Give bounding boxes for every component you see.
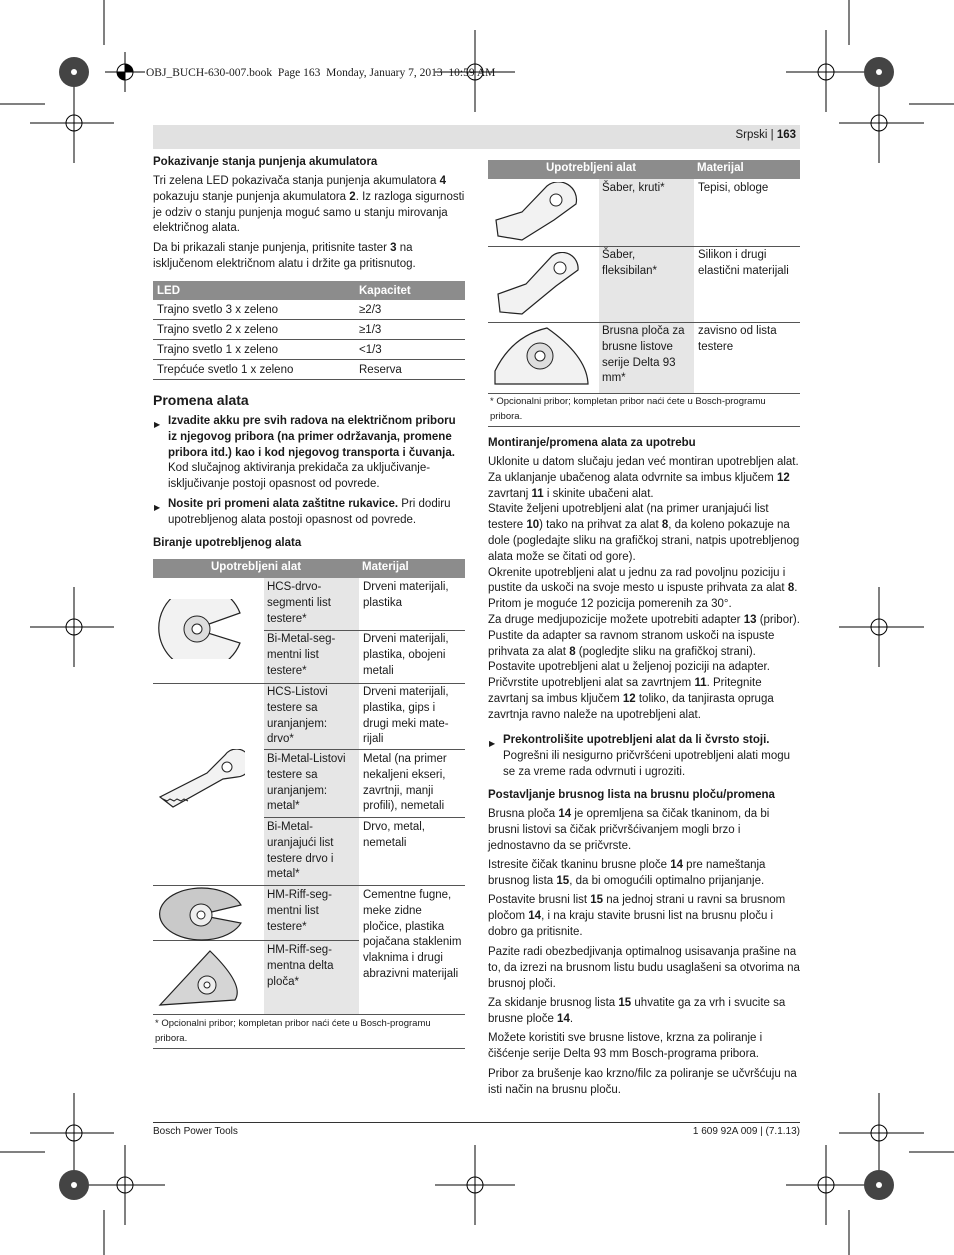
running-header <box>690 129 796 141</box>
file-info-line: OBJ_BUCH-630-007.book Page 163 Monday, January 7, 2013 10:59 AM <box>146 67 496 79</box>
tool-material: Drveni materijali, plastika, obojeni metali <box>363 633 449 677</box>
segment-saw-blade-wood-icon <box>155 599 245 659</box>
led-state-cell: Trajno svetlo 2 x zeleno <box>153 320 355 340</box>
sanding-paragraph-1: Brusna ploča 14 je opremljena sa čičak tkaninom, da bi brusni listovi sa čičak pričvršćivanjem mogli brzo i jednostavno da se pričvrste. <box>488 808 770 852</box>
tool-column-header: Upotrebljeni alat <box>211 561 302 573</box>
led-column-header: LED <box>153 281 355 300</box>
tool-column-header: Upotrebljeni alat <box>546 162 637 174</box>
tool-table-left-header <box>153 559 465 578</box>
sanding-paragraph-4: Pazite radi obezbedjivanja optimalnog usisavanja prašine na to, da izrezi na brusnom listu budu usaglašeni sa otvorima na brusnoj ploči. <box>488 946 800 990</box>
capacity-cell: ≥1/3 <box>355 320 465 340</box>
capacity-cell: Reserva <box>355 360 465 380</box>
tool-name: HCS-Listovi testere sa uranjanjem: drvo* <box>267 686 328 746</box>
gloves-warning: ▶ Nosite pri promeni alata zaštitne rukavice. Pri dodiru upotrebljenog alata postoji opasnost od povrede. <box>168 497 465 529</box>
left-footnote: * Opcionalni pribor; kompletan pribor naći ćete u Bosch-programu pribora. <box>155 1018 431 1044</box>
battery-paragraph-2: Da bi prikazali stanje punjenja, pritisnite taster 3 na isključenom električnom alatu i držite ga pritisnutog. <box>153 242 416 270</box>
tool-material: zavisno od lista testere <box>698 325 777 353</box>
sanding-sheet-heading: Postavljanje brusnog lista na brusnu ploču/promena <box>488 789 775 801</box>
led-state-cell: Trajno svetlo 1 x zeleno <box>153 340 355 360</box>
battery-paragraph-1: Tri zelena LED pokazivača stanja punjenja akumulatora 4 pokazuju stanje punjenja akumulatora 2. Iz razloga sigurnosti je odziv o stanju punjenja moguć samo u stanju mirovanja električnog alata. <box>153 175 465 235</box>
tool-table-right-header <box>488 160 800 179</box>
carbide-segment-blade-icon <box>155 887 245 942</box>
tool-material: Drvo, metal, nemetali <box>363 821 425 849</box>
battery-heading: Pokazivanje stanja punjenja akumulatora <box>153 156 378 168</box>
tool-name: Šaber, kruti* <box>602 182 665 194</box>
tool-name: HM-Riff-seg-mentni list testere* <box>267 889 332 933</box>
mounting-paragraph: Uklonite u datom slučaju jedan već montiran upotrebljen alat. Za uklanjanje ubačenog alata odvrnite sa imbus ključem 12 zavrtanj 11 i skinite ubačeni alat. Stavite željeni upotrebljeni alat (na primer uranjajući list testere 10) tako na prihvat za alat 8, da koleno pokazuje na dole (pogledajte sliku na grafičkoj strani, natpis upotrebljenog alata može se čitati od gore). Okrenite upotrebljeni alat u jednu za rad povoljnu poziciju i pustite da uskoči na svoje mesto u ispuste prihvata za alat 8. Pritom je moguće 12 pozicija pomerenih za 30°. Za druge medjupozicije možete upotrebiti adapter 13 (pribor). Pustite da adapter sa ravnom stranom uskoči na ispuste prihvata za alat 8 (pogledjte sliku na grafičkoj strani). Postavite upotrebljeni alat u željenoj poziciji na adapter. Pričvrstite upotrebljeni alat sa zavrtnjem 11. Pritegnite zavrtanj sa imbus ključem 12 toliko, da tanjirasta opruga zavrtnja ravno naleže na upotrebljeni alat. <box>488 456 800 721</box>
tool-material: Drveni materijali, plastika, gips i drugi meki mate-rijali <box>363 686 449 746</box>
tool-material: Tepisi, obloge <box>698 182 769 194</box>
table-bottom-rule <box>153 1014 465 1015</box>
right-footnote: * Opcionalni pribor; kompletan pribor naći ćete u Bosch-programu pribora. <box>490 396 766 422</box>
led-table-row <box>153 320 465 340</box>
capacity-cell: ≥2/3 <box>355 300 465 320</box>
sanding-paragraph-6: Možete koristiti sve brusne listove, krzna za poliranje i čišćenje serije Delta 93 mm Bosch-programa pribora. <box>488 1032 763 1060</box>
select-tool-heading: Biranje upotrebljenog alata <box>153 537 302 549</box>
led-table-row <box>153 360 465 380</box>
mounting-heading: Montiranje/promena alata za upotrebu <box>488 437 696 449</box>
capacity-cell: <1/3 <box>355 340 465 360</box>
page-number: 163 <box>776 129 796 141</box>
footer-rule <box>153 1122 800 1123</box>
sanding-paragraph-7: Pribor za brušenje kao krzno/filc za poliranje se učvršćuju na isti način na brusnu ploču. <box>488 1068 797 1096</box>
sanding-paragraph-5: Za skidanje brusnog lista 15 uhvatite ga za vrh i svucite sa brusne ploče 14. <box>488 997 786 1025</box>
footnote-rule <box>153 1048 465 1049</box>
material-column-header: Materijal <box>362 561 409 573</box>
row-divider <box>488 322 800 323</box>
tool-name: HM-Riff-seg-mentna delta ploča* <box>267 944 334 988</box>
tool-name: Bi-Metal-seg-mentni list testere* <box>267 633 336 677</box>
language-label: Srpski <box>735 129 768 141</box>
led-table-wrap <box>153 281 465 380</box>
change-tool-heading: Promena alata <box>153 392 249 408</box>
flexible-scraper-icon <box>492 252 584 318</box>
sanding-paragraph-2: Istresite čičak tkaninu brusne ploče 14 pre nameštanja brusnog lista 15, da bi omogućili optimalno prijanjanje. <box>488 859 766 887</box>
led-state-cell: Trajno svetlo 3 x zeleno <box>153 300 355 320</box>
footer-doc-number: 1 609 92A 009 | (7.1.13) <box>692 1126 800 1137</box>
check-tool-warning: ▶ Prekontrolišite upotrebljeni alat da li čvrsto stoji. Pogrešni ili nesigurno pričvršćeni upotrebljeni alati mogu se za vreme rada odvrnuti i ugroziti. <box>503 733 800 780</box>
row-divider <box>153 683 465 684</box>
tool-name: Brusna ploča za brusne listove serije Delta 93 mm* <box>602 325 685 385</box>
tool-material: Metal (na primer nekaljeni ekseri, zavrtnji, manji profili), nemetali <box>363 753 447 813</box>
tool-material: Silikon i drugi elastični materijali <box>698 249 789 277</box>
led-table <box>153 281 465 380</box>
tool-name: Šaber, fleksibilan* <box>602 249 657 277</box>
remove-battery-warning: ▶ Izvadite akku pre svih radova na električnom priboru iz njegovog pribora (na primer održavanja, promene pribora itd.) kao i kod njegovog transporta i čuvanja. Kod slučajnog aktiviranja prekidača za uključivanje-isključivanje postoji opasnost od povrede. <box>168 414 465 493</box>
row-divider <box>264 630 465 631</box>
row-divider <box>488 246 800 247</box>
led-table-row <box>153 300 465 320</box>
plunge-saw-blade-icon <box>155 749 245 814</box>
material-column-header: Materijal <box>697 162 744 174</box>
tool-name: HCS-drvo-segmenti list testere* <box>267 581 331 625</box>
tool-material: Drveni materijali, plastika <box>363 581 449 609</box>
capacity-column-header: Kapacitet <box>355 281 465 300</box>
row-divider <box>264 817 465 818</box>
tool-name: Bi-Metal-uranjajući list testere drvo i metal* <box>267 821 334 881</box>
header-separator: | <box>770 129 774 141</box>
row-divider <box>264 749 465 750</box>
tool-table-left <box>153 559 465 1049</box>
tool-material: Cementne fugne, meke zidne pločice, plastika pojačana staklenim vlaknima i drugi abrazivni materijali <box>363 889 462 980</box>
carbide-delta-plate-icon <box>155 945 245 1010</box>
rigid-scraper-icon <box>492 182 584 244</box>
footnote-rule <box>488 426 800 427</box>
led-table-row <box>153 340 465 360</box>
delta-sanding-plate-icon <box>492 326 592 390</box>
row-divider <box>153 885 465 886</box>
led-state-cell: Trepćuće svetlo 1 x zeleno <box>153 360 355 380</box>
tool-table-right <box>488 160 800 427</box>
tool-name: Bi-Metal-Listovi testere sa uranjanjem: metal* <box>267 753 346 813</box>
sanding-paragraph-3: Postavite brusni list 15 na jednoj strani u ravni sa brusnom pločom 14, i na kraju stavite brusni list na brusnu ploču i dobro ga pritisnite. <box>488 894 786 938</box>
footer-brand: Bosch Power Tools <box>153 1126 238 1137</box>
